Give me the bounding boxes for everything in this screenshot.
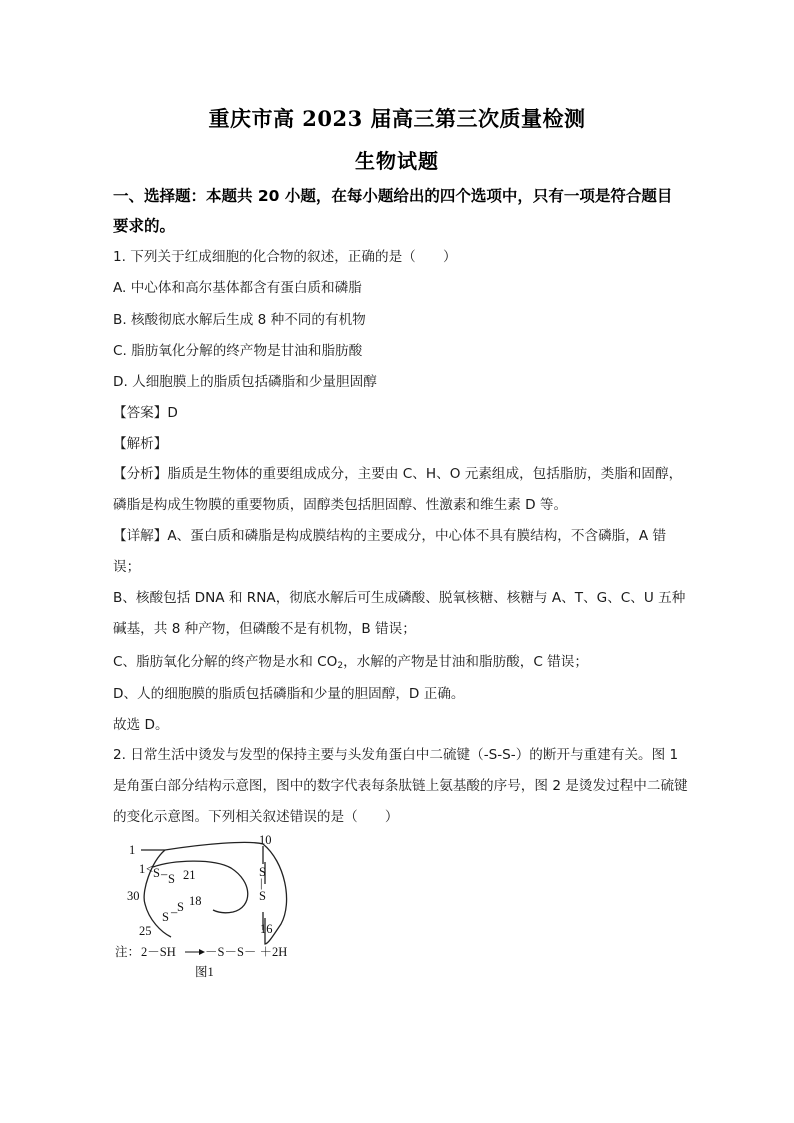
sulfur-3: S — [177, 900, 184, 914]
label-21: 21 — [183, 868, 196, 882]
q1-conclusion: 故选 D。 — [113, 717, 169, 733]
note-prefix: 注： — [115, 945, 141, 959]
subscript-2: 2 — [337, 661, 344, 671]
sulfur-1: S — [153, 866, 160, 880]
q1-option-c: C. 脂肪氧化分解的终产物是甘油和脂肪酸 — [113, 343, 363, 359]
bond-dash-2: – — [171, 905, 178, 919]
sulfur-right-bottom: S — [259, 889, 266, 903]
q1-stem: 1. 下列关于红成细胞的化合物的叙述，正确的是（ ） — [113, 249, 457, 265]
label-1-inner: 1 — [139, 862, 146, 876]
q1-xiangjie-a: 【详解】A、蛋白质和磷脂是构成膜结构的主要成分，中心体不具有膜结构，不含磷脂，A 错误； — [113, 528, 667, 575]
q1-option-d: D. 人细胞膜上的脂质包括磷脂和少量胆固醇 — [113, 374, 377, 390]
q1-answer: 【答案】D — [113, 405, 178, 421]
q1-xiangjie-b: B、核酸包括 DNA 和 RNA，彻底水解后可生成磷酸、脱氧核糖、核糖与 A、T、G、C、U 五种碱基，共 8 种产物，但磷酸不是有机物，B 错误； — [113, 590, 686, 637]
q1-xiangjie-c-text: C、脂肪氧化分解的终产物是水和 CO — [113, 654, 338, 670]
q1-analysis-label: 【解析】 — [113, 436, 168, 452]
q2-stem: 2. 日常生活中烫发与发型的保持主要与头发角蛋白中二硫键（-S-S-）的断开与重建有关。图 1 是角蛋白部分结构示意图，图中的数字代表每条肽链上氨基酸的序号，图 2 是烫发过程中二硫键的变化示意图。下列相关叙述错误的是（ ） — [113, 747, 688, 825]
q1-xiangjie-c — [113, 652, 685, 672]
label-10: 10 — [259, 833, 272, 847]
sulfur-4: S — [162, 910, 169, 924]
q1-option-b: B. 核酸彻底水解后生成 8 种不同的有机物 — [113, 312, 366, 328]
bond-dash-1: – — [161, 867, 168, 881]
figure-1-keratin-diagram — [113, 832, 303, 982]
q1-fenxi: 【分析】脂质是生物体的重要组成成分，主要由 C、H、O 元素组成，包括脂肪，类脂和固醇，磷脂是构成生物膜的重要物质，固醇类包括胆固醇、性激素和维生素 D 等。 — [113, 466, 683, 513]
q1-option-a: A. 中心体和高尔基体都含有蛋白质和磷脂 — [113, 280, 362, 296]
label-30: 30 — [127, 889, 140, 903]
figure-caption: 图1 — [195, 965, 214, 979]
subject-title: 生物试题 — [355, 149, 439, 173]
sulfur-right-top: S — [259, 865, 266, 879]
exam-title: 重庆市高 2023 届高三第三次质量检测 — [208, 106, 586, 131]
label-25: 25 — [139, 924, 152, 938]
sulfur-2: S — [168, 872, 175, 886]
arrow-s: < — [146, 862, 154, 876]
label-1-outer: 1 — [129, 843, 136, 857]
note-product: －S－S－ ＋2H — [205, 945, 288, 959]
note-reactant: 2－SH — [141, 945, 176, 959]
q1-xiangjie-c-tail: ，水解的产物是甘油和脂肪酸，C 错误； — [343, 654, 588, 670]
bond-right: | — [260, 876, 263, 890]
label-18: 18 — [189, 894, 202, 908]
section-heading: 一、选择题：本题共 20 小题，在每小题给出的四个选项中，只有一项是符合题目要求的。 — [113, 187, 673, 235]
q1-xiangjie-d: D、人的细胞膜的脂质包括磷脂和少量的胆固醇，D 正确。 — [113, 686, 465, 702]
label-16: 16 — [260, 922, 273, 936]
